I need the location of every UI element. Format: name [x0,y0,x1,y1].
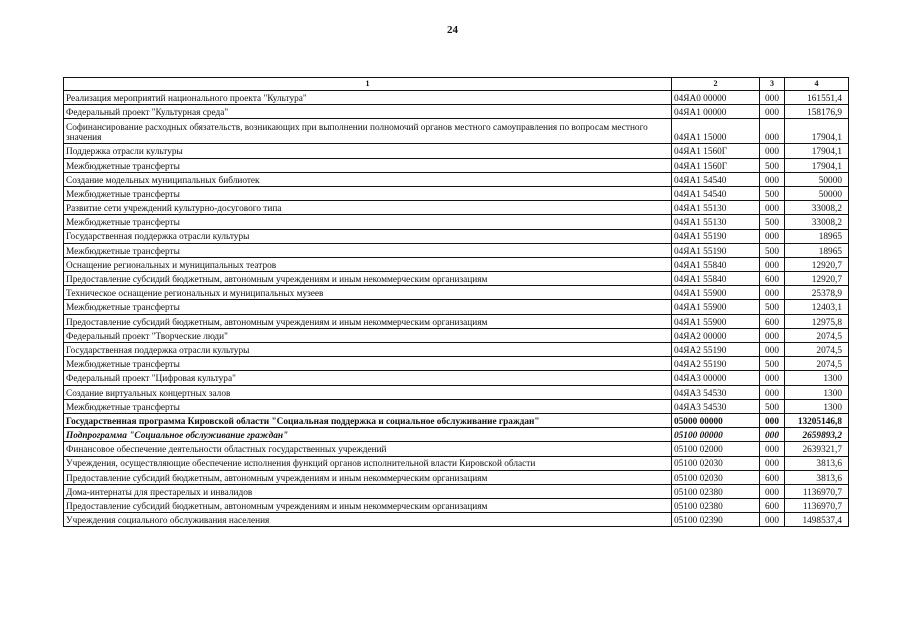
page-number: 24 [447,24,458,36]
row-sum: 2074,5 [785,343,849,357]
row-expense-type: 000 [760,286,785,300]
table-body [64,91,849,527]
row-code: 04ЯА2 55190 [672,343,760,357]
row-sum: 12975,8 [785,314,849,328]
row-expense-type: 600 [760,272,785,286]
row-code: 04ЯА1 55840 [672,257,760,271]
row-expense-type: 000 [760,456,785,470]
row-expense-type: 000 [760,105,785,119]
row-expense-type: 000 [760,328,785,342]
header-col-1: 1 [64,78,672,91]
table-header-row [64,78,849,91]
row-code: 04ЯА1 55190 [672,243,760,257]
row-name: Государственная поддержка отрасли культуры [64,229,672,243]
row-expense-type: 000 [760,513,785,527]
row-expense-type: 000 [760,385,785,399]
row-code: 04ЯА2 00000 [672,328,760,342]
row-sum: 3813,6 [785,456,849,470]
row-code: 04ЯА1 55840 [672,272,760,286]
row-expense-type: 000 [760,144,785,158]
row-expense-type: 600 [760,314,785,328]
table-row [64,328,849,342]
table-row [64,513,849,527]
row-sum: 33008,2 [785,201,849,215]
table-row [64,399,849,413]
row-code: 04ЯА1 55130 [672,215,760,229]
row-expense-type: 600 [760,499,785,513]
row-name: Финансовое обеспечение деятельности областных государственных учреждений [64,442,672,456]
row-code: 04ЯА1 55130 [672,201,760,215]
row-name: Федеральный проект "Творческие люди" [64,328,672,342]
table-row [64,442,849,456]
row-name: Государственная поддержка отрасли культуры [64,343,672,357]
row-name: Техническое оснащение региональных и муниципальных музеев [64,286,672,300]
row-expense-type: 500 [760,186,785,200]
row-expense-type: 500 [760,215,785,229]
row-sum: 1136970,7 [785,499,849,513]
row-name: Межбюджетные трансферты [64,357,672,371]
table-row [64,229,849,243]
table-row [64,371,849,385]
table-row [64,144,849,158]
row-code: 05000 00000 [672,413,760,427]
table-row [64,484,849,498]
table-row [64,158,849,172]
table-row [64,286,849,300]
table-row [64,385,849,399]
row-expense-type: 000 [760,371,785,385]
row-sum: 1300 [785,371,849,385]
row-sum: 1300 [785,385,849,399]
row-sum: 2639321,7 [785,442,849,456]
row-code: 05100 02030 [672,456,760,470]
row-name: Межбюджетные трансферты [64,300,672,314]
row-expense-type: 000 [760,428,785,442]
table-row [64,201,849,215]
row-sum: 1136970,7 [785,484,849,498]
row-sum: 13205146,8 [785,413,849,427]
row-sum: 2074,5 [785,328,849,342]
table-row [64,357,849,371]
row-code: 04ЯА1 54540 [672,172,760,186]
row-sum: 50000 [785,172,849,186]
table-row [64,428,849,442]
row-sum: 18965 [785,243,849,257]
table-row [64,300,849,314]
row-name: Реализация мероприятий национального проекта "Культура" [64,91,672,105]
row-name: Учреждения социального обслуживания населения [64,513,672,527]
table-row [64,456,849,470]
row-name: Межбюджетные трансферты [64,158,672,172]
row-expense-type: 000 [760,484,785,498]
table-row [64,243,849,257]
row-expense-type: 500 [760,357,785,371]
row-code: 04ЯА1 55190 [672,229,760,243]
row-sum: 12403,1 [785,300,849,314]
row-sum: 2074,5 [785,357,849,371]
table-row [64,272,849,286]
row-name: Развитие сети учреждений культурно-досугового типа [64,201,672,215]
row-code: 04ЯА3 54530 [672,385,760,399]
row-sum: 1300 [785,399,849,413]
row-code: 05100 02380 [672,499,760,513]
row-name: Межбюджетные трансферты [64,243,672,257]
row-name: Межбюджетные трансферты [64,399,672,413]
row-name: Создание модельных муниципальных библиотек [64,172,672,186]
row-sum: 1498537,4 [785,513,849,527]
row-code: 04ЯА3 00000 [672,371,760,385]
row-sum: 158176,9 [785,105,849,119]
table-row [64,257,849,271]
row-name: Межбюджетные трансферты [64,186,672,200]
row-expense-type: 000 [760,201,785,215]
row-sum: 17904,1 [785,158,849,172]
row-code: 05100 02030 [672,470,760,484]
row-expense-type: 000 [760,343,785,357]
row-code: 04ЯА1 1560Г [672,158,760,172]
row-expense-type: 000 [760,172,785,186]
row-sum: 17904,1 [785,144,849,158]
row-sum: 12920,7 [785,257,849,271]
row-sum: 12920,7 [785,272,849,286]
row-name: Предоставление субсидий бюджетным, автономным учреждениям и иным некоммерческим организациям [64,470,672,484]
row-sum: 50000 [785,186,849,200]
header-col-3: 3 [760,78,785,91]
row-code: 05100 02390 [672,513,760,527]
row-code: 04ЯА0 00000 [672,91,760,105]
row-code: 04ЯА1 55900 [672,314,760,328]
row-name: Федеральный проект "Цифровая культура" [64,371,672,385]
budget-table [63,77,849,527]
table-row [64,215,849,229]
row-name: Подпрограмма "Социальное обслуживание граждан" [64,428,672,442]
row-name: Создание виртуальных концертных залов [64,385,672,399]
row-name: Государственная программа Кировской области "Социальная поддержка и социальное обслуживание граждан" [64,413,672,427]
header-col-2: 2 [672,78,760,91]
row-sum: 18965 [785,229,849,243]
table-row [64,413,849,427]
row-sum: 25378,9 [785,286,849,300]
row-code: 04ЯА1 54540 [672,186,760,200]
row-code: 05100 00000 [672,428,760,442]
row-name: Учреждения, осуществляющие обеспечение исполнения функций органов исполнительной власти Кировской области [64,456,672,470]
row-name: Межбюджетные трансферты [64,215,672,229]
row-expense-type: 500 [760,243,785,257]
row-expense-type: 500 [760,158,785,172]
table-row [64,119,849,144]
row-code: 04ЯА1 55900 [672,286,760,300]
table-row [64,470,849,484]
row-expense-type: 600 [760,470,785,484]
row-name: Предоставление субсидий бюджетным, автономным учреждениям и иным некоммерческим организациям [64,499,672,513]
row-sum: 33008,2 [785,215,849,229]
row-name: Оснащение региональных и муниципальных театров [64,257,672,271]
row-sum: 17904,1 [785,119,849,144]
row-code: 04ЯА1 55900 [672,300,760,314]
table-row [64,105,849,119]
row-code: 04ЯА3 54530 [672,399,760,413]
table-row [64,172,849,186]
header-col-4: 4 [785,78,849,91]
table-row [64,499,849,513]
table-row [64,91,849,105]
row-expense-type: 500 [760,300,785,314]
table-row [64,343,849,357]
row-code: 04ЯА1 00000 [672,105,760,119]
row-expense-type: 000 [760,413,785,427]
row-name: Федеральный проект "Культурная среда" [64,105,672,119]
row-code: 05100 02000 [672,442,760,456]
row-expense-type: 000 [760,119,785,144]
table-row [64,186,849,200]
row-name: Дома-интернаты для престарелых и инвалидов [64,484,672,498]
row-code: 04ЯА1 1560Г [672,144,760,158]
row-sum: 3813,6 [785,470,849,484]
row-name: Софинансирование расходных обязательств, возникающих при выполнении полномочий органов местного самоуправления по вопросам местного значения [64,119,672,144]
row-sum: 161551,4 [785,91,849,105]
row-code: 05100 02380 [672,484,760,498]
row-sum: 2659893,2 [785,428,849,442]
table-row [64,314,849,328]
row-expense-type: 000 [760,257,785,271]
row-code: 04ЯА2 55190 [672,357,760,371]
row-expense-type: 000 [760,442,785,456]
row-expense-type: 000 [760,91,785,105]
row-name: Предоставление субсидий бюджетным, автономным учреждениям и иным некоммерческим организациям [64,272,672,286]
row-code: 04ЯА1 15000 [672,119,760,144]
row-expense-type: 000 [760,229,785,243]
row-name: Поддержка отрасли культуры [64,144,672,158]
row-name: Предоставление субсидий бюджетным, автономным учреждениям и иным некоммерческим организациям [64,314,672,328]
row-expense-type: 500 [760,399,785,413]
